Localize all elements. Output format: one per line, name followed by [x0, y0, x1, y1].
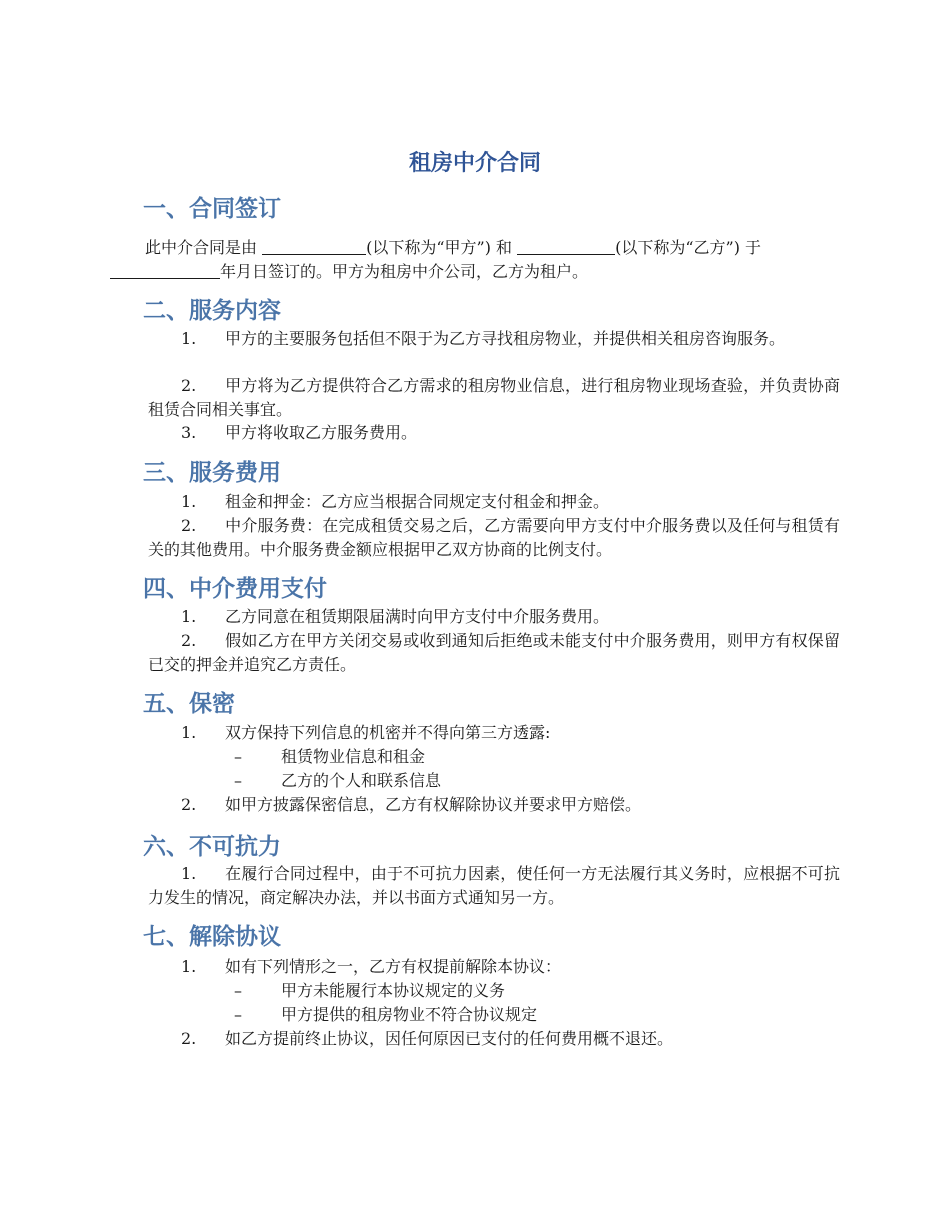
list-item: [148, 605, 840, 629]
list-item: [148, 514, 840, 562]
item-number: 3.: [181, 423, 197, 442]
para-text-d: 年月日签订的。甲方为租房中介公司，乙方为租户。: [220, 262, 589, 281]
sub-item-text: 乙方的个人和联系信息: [281, 771, 442, 790]
item-text: 甲方将为乙方提供符合乙方需求的租房物业信息，进行租房物业现场查验，并负责协商租赁合同相关事宜。: [148, 376, 840, 419]
dash-marker: –: [234, 771, 242, 790]
item-text: 在履行合同过程中，由于不可抗力因素，使任何一方无法履行其义务时，应根据不可抗力发生的情况，商定解决办法，并以书面方式通知另一方。: [148, 864, 840, 907]
item-number: 2.: [181, 516, 197, 535]
section-1-paragraph: [110, 236, 840, 284]
sub-list-item: [234, 769, 834, 793]
item-text: 如有下列情形之一，乙方有权提前解除本协议：: [225, 957, 562, 976]
item-number: 2.: [181, 631, 197, 650]
item-number: 1.: [181, 864, 197, 883]
list-item: [148, 793, 840, 817]
section-heading-6: 六、不可抗力: [143, 834, 281, 860]
item-number: 1.: [181, 723, 197, 742]
item-text: 双方保持下列信息的机密并不得向第三方透露:: [225, 723, 551, 742]
document-title: 租房中介合同: [408, 151, 541, 176]
item-number: 2.: [181, 795, 197, 814]
list-item: [148, 721, 840, 745]
party-b-blank: [517, 238, 615, 255]
para-text-c: (以下称为“乙方”) 于: [615, 238, 762, 257]
list-item: [148, 490, 840, 514]
item-text: 甲方将收取乙方服务费用。: [225, 423, 418, 442]
item-number: 1.: [181, 607, 197, 626]
item-text: 如甲方披露保密信息，乙方有权解除协议并要求甲方赔偿。: [225, 795, 642, 814]
item-number: 2.: [181, 1029, 197, 1048]
dash-marker: –: [234, 1005, 242, 1024]
list-item: [148, 327, 840, 351]
section-heading-1: 一、合同签订: [143, 196, 281, 222]
para-text-a: 此中介合同是由: [145, 238, 263, 257]
party-a-blank: [262, 238, 366, 255]
item-text: 中介服务费：在完成租赁交易之后，乙方需要向甲方支付中介服务费以及任何与租赁有关的其他费用。中介服务费金额应根据甲乙双方协商的比例支付。: [148, 516, 840, 559]
date-blank: [110, 262, 220, 279]
sub-item-text: 甲方提供的租房物业不符合协议规定: [281, 1005, 538, 1024]
item-number: 2.: [181, 376, 197, 395]
list-item: [148, 1027, 840, 1051]
sub-item-text: 甲方未能履行本协议规定的义务: [281, 981, 506, 1000]
section-heading-4: 四、中介费用支付: [143, 576, 327, 602]
item-text: 假如乙方在甲方关闭交易或收到通知后拒绝或未能支付中介服务费用，则甲方有权保留已交的押金并追究乙方责任。: [148, 631, 840, 674]
section-heading-2: 二、服务内容: [143, 298, 281, 324]
sub-list-item: [234, 745, 834, 769]
list-item: [148, 862, 840, 910]
item-text: 如乙方提前终止协议，因任何原因已支付的任何费用概不退还。: [225, 1029, 674, 1048]
list-item: [148, 421, 840, 445]
dash-marker: –: [234, 747, 242, 766]
section-heading-7: 七、解除协议: [143, 924, 281, 950]
dash-marker: –: [234, 981, 242, 1000]
sub-list-item: [234, 1003, 834, 1027]
section-heading-3: 三、服务费用: [143, 460, 281, 486]
para-text-b: (以下称为“甲方”) 和: [366, 238, 518, 257]
item-number: 1.: [181, 329, 197, 348]
item-text: 乙方同意在租赁期限届满时向甲方支付中介服务费用。: [225, 607, 610, 626]
item-number: 1.: [181, 492, 197, 511]
sub-item-text: 租赁物业信息和租金: [281, 747, 426, 766]
section-heading-5: 五、保密: [143, 691, 235, 717]
list-item: [148, 955, 840, 979]
sub-list-item: [234, 979, 834, 1003]
item-number: 1.: [181, 957, 197, 976]
list-item: [148, 374, 840, 422]
item-text: 甲方的主要服务包括但不限于为乙方寻找租房物业，并提供相关租房咨询服务。: [225, 329, 786, 348]
list-item: [148, 629, 840, 677]
item-text: 租金和押金：乙方应当根据合同规定支付租金和押金。: [225, 492, 610, 511]
